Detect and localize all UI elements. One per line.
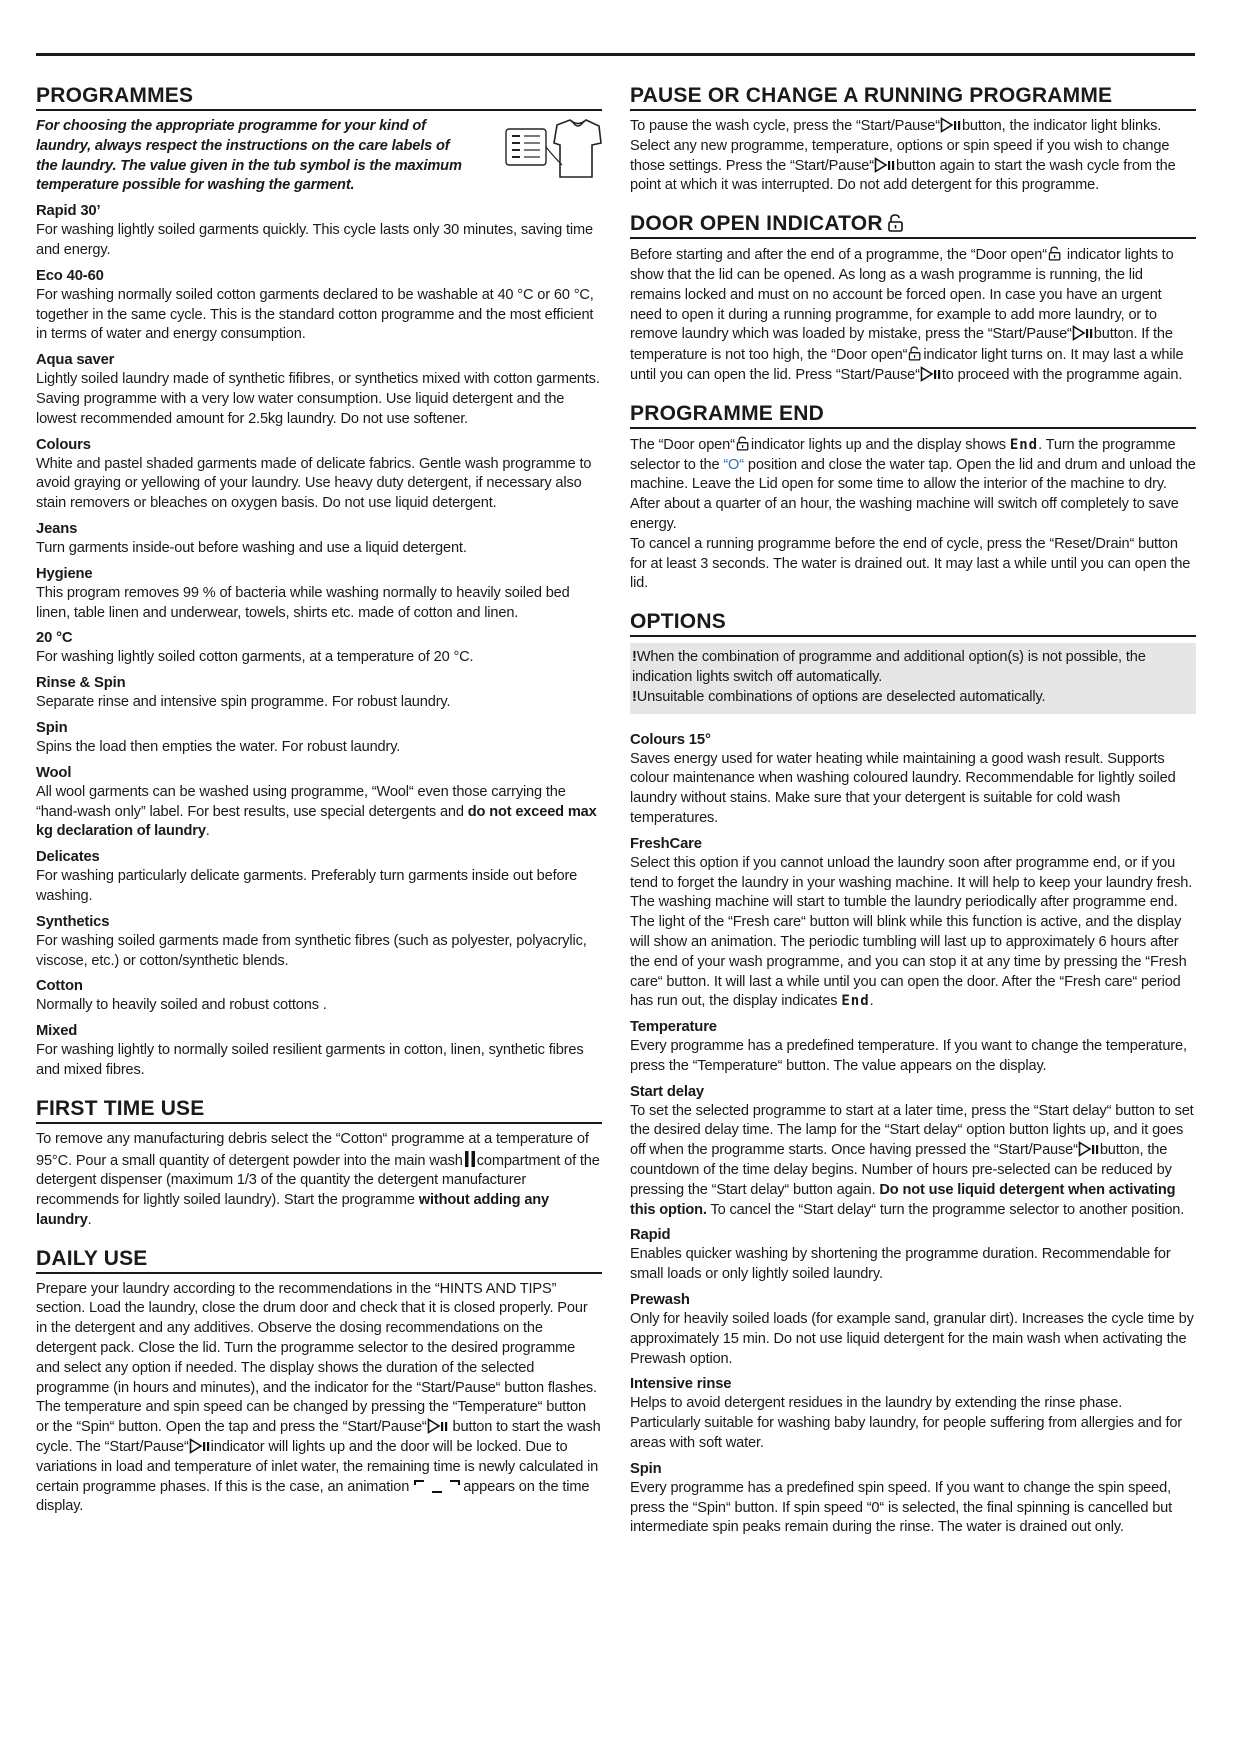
first-time-use-text — [36, 1130, 602, 1231]
freshcare-text: Select this option if you cannot unload the laundry soon after programme end, or if you tend to forget the laundry in your washing machine. It will help to keep your laundry fresh. The washing machine will start to tumble the laundry periodically after programme end. The light of the “Fresh care“ button will blink while this function is active, and the display will show an animation. The periodic tumbling will last up to approximately 6 hours after the end of your wash programme, and you can stop it at any time by pressing the “Fresh care“ button. It will last a while until you can open the door. After the “Fresh care“ period has run out, the display indicates — [630, 854, 1193, 1010]
option-desc: Every programme has a predefined temperature. If you want to change the temperature, press the “Temperature“ button. The value appears on the display. — [630, 1038, 1187, 1074]
daily-use-text — [36, 1280, 602, 1518]
main-wash-compartment-icon — [463, 1150, 477, 1168]
position-o: “O“ — [723, 456, 744, 473]
option-desc — [630, 1102, 1196, 1221]
programme-name: Colours — [36, 436, 91, 453]
door-section — [630, 208, 1196, 386]
door-title: DOOR OPEN INDICATOR — [630, 212, 883, 236]
programme-desc: For washing lightly soiled cotton garments, at a temperature of 20 °C. — [36, 649, 474, 666]
programme-name: Eco 40-60 — [36, 267, 104, 284]
programme-desc: For washing particularly delicate garments. Preferably turn garments inside out before washing. — [36, 868, 578, 904]
delay-bold: Do not use liquid detergent when activating this option. — [630, 1181, 1176, 1218]
door-open-icon — [886, 213, 906, 233]
programme-desc: For washing soiled garments made from synthetic fibres (such as polyester, polyacrylic, viscose, etc.) or cotton/synthetic blends. — [36, 932, 587, 969]
wool-text: All wool garments can be washed using programme, “Wool“ even those carrying the “hand-wash only” label. For best results, use special detergents and — [36, 783, 566, 820]
pause-heading: PAUSE OR CHANGE A RUNNING PROGRAMME — [630, 80, 1196, 111]
end-display-text: End — [1009, 436, 1039, 453]
daily-text-1: Prepare your laundry according to the recommendations in the “HINTS AND TIPS” section. Load the laundry, close the drum door and check that it is closed properly. Pour in the detergent and any additives. Observe the dosing recommendations on the detergent pack. Close the lid. Turn the programme selector to the desired programme and select any option if needed. The display shows the duration of the selected programme (in hours and minutes), and the indicator for the “Start/Pause“ button flashes. The temperature and spin speed can be changed by pressing the “Temperature“ button or the “Spin“ button. Open the tap and press the “Start/Pause“ — [36, 1280, 597, 1436]
programme-desc: Separate rinse and intensive spin programme. For robust laundry. — [36, 694, 451, 711]
option-name: Start delay — [630, 1083, 705, 1100]
option-desc: Every programme has a predefined spin speed. If you want to change the spin speed, press the “Spin“ button. If spin speed “0“ is selected, the final spinning is cancelled but intermediate spin peaks remain during the rinse. The water is drained out only. — [630, 1479, 1173, 1536]
option-name: FreshCare — [630, 835, 702, 852]
note-text-1: When the combination of programme and additional option(s) is not possible, the indication lights switch off automatically. — [632, 649, 1146, 685]
programme-desc: This program removes 99 % of bacteria while washing normally to heavily soiled bed linen, table linen and underwear, towels, shirts etc. made of cotton and linen. — [36, 584, 570, 621]
pause-text-3: button again to start the wash cycle from the point at which it was interrupted. Do not add detergent for this programme. — [630, 157, 1176, 194]
daily-use-section — [36, 1243, 602, 1518]
start-pause-icon — [427, 1418, 449, 1434]
door-text-3: button. If the temperature is not too high, the “Door open“ — [630, 326, 1173, 364]
programme-desc: Spins the load then empties the water. For robust laundry. — [36, 738, 401, 755]
animation-icon — [409, 1478, 463, 1494]
programme-name: Cotton — [36, 978, 83, 995]
first-time-text-1: To remove any manufacturing debris select the “Cotton“ programme at a temperature of 95°C. Pour a small quantity of detergent powder into the main wash — [36, 1130, 589, 1169]
programme-name: Rapid 30’ — [36, 203, 101, 220]
right-column — [630, 80, 1196, 1550]
programme-desc: White and pastel shaded garments made of delicate fabrics. Gentle wash programme to avoid graying or yellowing of your laundry. Use heavy duty detergent, if necessary also stain removers or bleaches on oxygen basis. Do not use liquid detergent. — [36, 455, 592, 512]
door-text-1: Before starting and after the end of a programme, the “Door open“ — [630, 247, 1047, 264]
first-time-bold: without adding any laundry — [36, 1192, 550, 1228]
programme-name: Wool — [36, 764, 72, 781]
programme-desc — [36, 783, 602, 842]
door-text-4: indicator light turns on. It may last a while until you can open the lid. Press “Start/Pause“ — [630, 347, 1184, 383]
wool-bold: do not exceed max kg declaration of laundry — [36, 803, 597, 840]
door-text-2: indicator lights to show that the lid can be opened. As long as a wash programme is running, the lid remains locked and must on no account be forced open. In case you have an urgent need to open it during a running programme, for example to add more laundry, or to remove laundry which was loaded by mistake, press the “Start/Pause“ — [630, 247, 1174, 343]
programmes-heading: PROGRAMMES — [36, 80, 602, 111]
option-name: Rapid — [630, 1227, 671, 1244]
programme-end-cancel-text: To cancel a running programme before the end of cycle, press the “Reset/Drain“ button for at least 3 seconds. The water is drained out. It may last a while until you can open the lid. — [630, 535, 1191, 592]
programme-name: Delicates — [36, 849, 100, 866]
programmes-section — [36, 80, 602, 1081]
daily-use-heading: DAILY USE — [36, 1243, 602, 1274]
programme-name: Rinse & Spin — [36, 675, 126, 692]
option-name: Colours 15° — [630, 731, 711, 748]
options-heading: OPTIONS — [630, 606, 1196, 637]
programme-desc: For washing lightly soiled garments quickly. This cycle lasts only 30 minutes, saving time and energy. — [36, 222, 593, 258]
programme-name: Spin — [36, 719, 68, 736]
first-time-text-2: compartment of the detergent dispenser (maximum 1/3 of the quantity the detergent manufacturer recommends for lightly soiled laundry). Start the programme — [36, 1152, 600, 1209]
option-name: Spin — [630, 1460, 662, 1477]
end-text-3: . Turn the programme selector to the — [630, 436, 1176, 473]
first-time-use-heading: FIRST TIME USE — [36, 1093, 602, 1124]
programme-desc: For washing normally soiled cotton garments declared to be washable at 40 °C or 60 °C, together in the same cycle. This is the standard cotton programme and the most efficient in terms of water and energy consumption. — [36, 286, 594, 343]
options-section — [630, 606, 1196, 1538]
option-desc: Enables quicker washing by shortening the programme duration. Recommendable for small loads or only lightly soiled laundry. — [630, 1246, 1171, 1283]
end-text-4: position and close the water tap. Open the lid and drum and unload the machine. Leave the Lid open for some time to allow the interior of the machine to dry. After about a quarter of an hour, the washing machine will switch off completely to save energy. — [630, 456, 1196, 532]
end-text-1: The “Door open“ — [630, 436, 735, 453]
option-name: Temperature — [630, 1019, 717, 1036]
programme-name: Jeans — [36, 520, 78, 537]
programme-desc: Turn garments inside-out before washing and use a liquid detergent. — [36, 539, 467, 556]
end-display-text: End — [841, 993, 870, 1010]
programme-end-section — [630, 398, 1196, 594]
start-pause-icon — [940, 117, 962, 133]
programmes-intro: For choosing the appropriate programme for your kind of laundry, always respect the instructions on the care labels of the laundry. The value given in the tub symbol is the maximum temperature possible for washing the garment. — [36, 118, 462, 194]
top-rule — [36, 53, 1195, 56]
programme-desc: Normally to heavily soiled and robust cottons . — [36, 997, 327, 1014]
pause-text-1: To pause the wash cycle, press the “Start/Pause“ — [630, 118, 940, 134]
end-text-2: indicator lights up and the display shows — [750, 436, 1006, 453]
programme-name: Hygiene — [36, 565, 93, 582]
options-note-2 — [632, 688, 1192, 708]
care-label-shirt-icon — [502, 117, 602, 183]
option-desc: Only for heavily soiled loads (for example sand, granular dirt). Increases the cycle time by approximately 15 min. Do not use liquid detergent for the main wash when activating the Prewash option. — [630, 1311, 1194, 1367]
door-open-icon — [735, 435, 751, 452]
wool-end: . — [205, 823, 210, 840]
delay-text-3: To cancel the “Start delay“ turn the programme selector to another position. — [710, 1201, 1185, 1218]
start-pause-icon — [1072, 325, 1094, 341]
pause-section — [630, 80, 1196, 196]
pause-text-2: button, the indicator light blinks. Select any new programme, temperature, options or spin speed if you wish to change those settings. Press the “Start/Pause“ — [630, 118, 1170, 174]
daily-text-3: indicator will lights up and the door will be locked. Due to variations in load and temperature of inlet water, the remaining time is newly calculated in certain programme phases. If this is the case, an animation — [36, 1439, 599, 1495]
options-note-box — [630, 643, 1196, 713]
left-column — [36, 80, 602, 1529]
delay-text-1: To set the selected programme to start at a later time, press the “Start delay“ button to set the desired delay time. The lamp for the “Start delay“ option button lights up, and it goes off when the programme starts. Once having pressed the “Start/Pause“ — [630, 1102, 1194, 1159]
first-time-end: . — [87, 1211, 92, 1228]
pause-text — [630, 117, 1196, 196]
start-pause-icon — [189, 1438, 211, 1454]
programme-name: 20 °C — [36, 630, 73, 647]
options-note-1 — [632, 648, 1192, 688]
door-text-5: to proceed with the programme again. — [941, 366, 1183, 383]
option-desc: Saves energy used for water heating while maintaining a good wash result. Supports colour maintenance when washing coloured laundry. Recommendable for lightly soiled laundry without stains. Make sure that your detergent is suitable for cold wash temperatures. — [630, 750, 1176, 826]
option-desc — [630, 854, 1196, 1012]
first-time-use-section — [36, 1093, 602, 1231]
start-pause-icon — [874, 157, 896, 173]
programme-name: Mixed — [36, 1023, 78, 1040]
daily-text-4: appears on the time display. — [36, 1478, 590, 1515]
programme-name: Synthetics — [36, 913, 110, 930]
start-pause-icon — [920, 366, 942, 382]
freshcare-end: . — [869, 993, 874, 1010]
door-open-icon — [907, 345, 923, 362]
door-heading — [630, 208, 1196, 239]
programme-name: Aqua saver — [36, 352, 115, 369]
programme-desc: Lightly soiled laundry made of synthetic fifibres, or synthetics mixed with cotton garments. Saving programme with a very low water consumption. Use liquid detergent and the lowest recommended amount for 2.5kg laundry. Do not use softener. — [36, 371, 600, 427]
note-text-2: Unsuitable combinations of options are deselected automatically. — [636, 688, 1046, 705]
start-pause-icon — [1078, 1141, 1100, 1157]
note-mark: ! — [632, 649, 637, 666]
option-desc: Helps to avoid detergent residues in the laundry by extending the rinse phase. Particularly suitable for washing baby laundry, for people suffering from allergies and for areas with soft water. — [630, 1395, 1183, 1452]
programme-desc: For washing lightly to normally soiled resilient garments in cotton, linen, synthetic fibres and mixed fibres. — [36, 1042, 584, 1078]
programme-end-text — [630, 435, 1196, 535]
daily-text-2: button to start the wash cycle. The “Start/Pause“ — [36, 1419, 601, 1456]
option-name: Prewash — [630, 1292, 690, 1309]
delay-text-2: button, the countdown of the time delay begins. Number of hours pre-selected can be reduced by pressing the “Start delay“ button again. — [630, 1142, 1172, 1198]
option-name: Intensive rinse — [630, 1376, 732, 1393]
programme-end-heading: PROGRAMME END — [630, 398, 1196, 429]
door-open-icon — [1047, 245, 1063, 262]
door-text — [630, 245, 1196, 386]
programmes-intro-block — [36, 117, 602, 196]
note-mark: ! — [632, 688, 637, 705]
